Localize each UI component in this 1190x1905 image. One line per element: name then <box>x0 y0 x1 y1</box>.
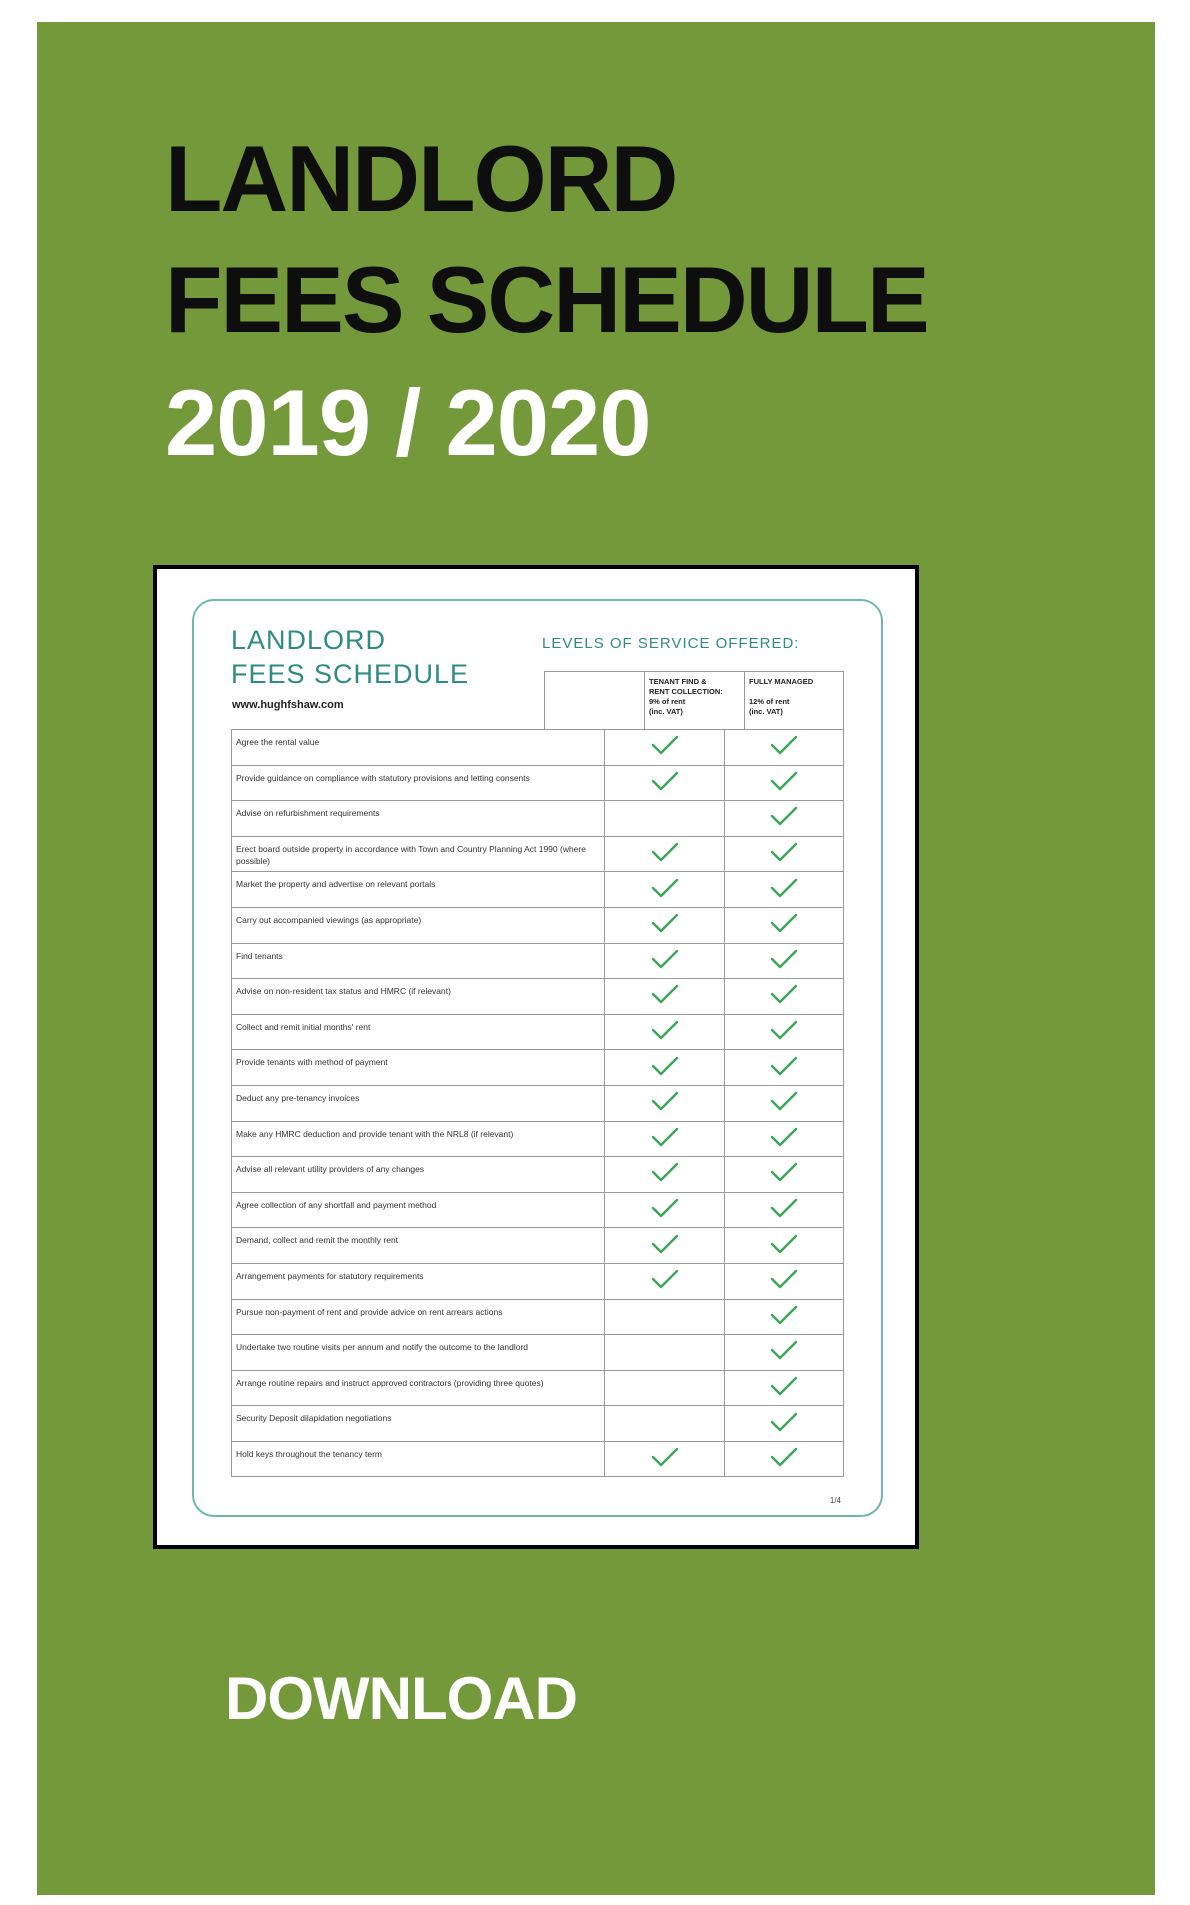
check-icon <box>650 1197 680 1219</box>
check-icon <box>650 877 680 899</box>
service-label: Pursue non-payment of rent and provide advice on rent arrears actions <box>232 1299 605 1335</box>
check-icon <box>769 1161 799 1183</box>
check-icon <box>769 1268 799 1290</box>
service-label: Find tenants <box>232 943 605 979</box>
hero-title-line-2: FEES SCHEDULE <box>165 247 928 352</box>
services-table-body <box>232 730 844 1477</box>
cell-tenant-find <box>605 872 724 908</box>
check-icon <box>650 734 680 756</box>
cell-fully-managed <box>724 1263 843 1299</box>
hero-year: 2019 / 2020 <box>165 370 651 475</box>
service-label: Deduct any pre-tenancy invoices <box>232 1085 605 1121</box>
check-icon <box>769 1375 799 1397</box>
service-label: Arrangement payments for statutory requirements <box>232 1263 605 1299</box>
service-label: Make any HMRC deduction and provide tenant with the NRL8 (if relevant) <box>232 1121 605 1157</box>
cell-tenant-find <box>605 765 724 801</box>
check-icon <box>769 734 799 756</box>
service-label: Provide tenants with method of payment <box>232 1050 605 1086</box>
cell-tenant-find <box>605 1014 724 1050</box>
service-label: Hold keys throughout the tenancy term <box>232 1441 605 1477</box>
service-label: Undertake two routine visits per annum and notify the outcome to the landlord <box>232 1335 605 1371</box>
check-icon <box>769 1411 799 1433</box>
check-icon <box>769 1019 799 1041</box>
document-title-line-2: FEES SCHEDULE <box>231 659 470 689</box>
levels-heading: LEVELS OF SERVICE OFFERED: <box>542 635 800 652</box>
check-icon <box>769 1339 799 1361</box>
service-label: Advise all relevant utility providers of any changes <box>232 1157 605 1193</box>
cell-tenant-find <box>605 1121 724 1157</box>
cell-tenant-find <box>605 1299 724 1335</box>
cell-fully-managed <box>724 907 843 943</box>
table-row <box>232 1050 844 1086</box>
table-row <box>232 979 844 1015</box>
check-icon <box>650 1126 680 1148</box>
cell-fully-managed <box>724 1228 843 1264</box>
cell-fully-managed <box>724 1050 843 1086</box>
table-row <box>232 1085 844 1121</box>
check-icon <box>769 1233 799 1255</box>
check-icon <box>650 1268 680 1290</box>
check-icon <box>650 1090 680 1112</box>
cell-tenant-find <box>605 1441 724 1477</box>
table-row <box>232 943 844 979</box>
column-header-text: (inc. VAT) <box>749 707 783 717</box>
table-row <box>232 801 844 837</box>
check-icon <box>650 1161 680 1183</box>
table-row <box>232 1263 844 1299</box>
service-label: Demand, collect and remit the monthly rent <box>232 1228 605 1264</box>
service-label: Erect board outside property in accordance with Town and Country Planning Act 1990 (where possible) <box>232 836 605 872</box>
cell-tenant-find <box>605 1263 724 1299</box>
check-icon <box>769 841 799 863</box>
service-label: Advise on refurbishment requirements <box>232 801 605 837</box>
table-row <box>232 730 844 766</box>
service-label: Market the property and advertise on relevant portals <box>232 872 605 908</box>
cell-fully-managed <box>724 801 843 837</box>
cell-tenant-find <box>605 1406 724 1442</box>
table-row <box>232 1370 844 1406</box>
header-left-rule <box>544 671 545 729</box>
document-url: www.hughfshaw.com <box>232 699 344 711</box>
check-icon <box>769 1090 799 1112</box>
table-row <box>232 1335 844 1371</box>
cell-tenant-find <box>605 907 724 943</box>
table-row <box>232 1406 844 1442</box>
cell-tenant-find <box>605 943 724 979</box>
service-label: Provide guidance on compliance with statutory provisions and letting consents <box>232 765 605 801</box>
cell-tenant-find <box>605 836 724 872</box>
cell-fully-managed <box>724 1370 843 1406</box>
service-label: Agree the rental value <box>232 730 605 766</box>
cell-tenant-find <box>605 730 724 766</box>
column-header-text: RENT COLLECTION: <box>649 687 723 697</box>
column-header-text: FULLY MANAGED <box>749 677 814 686</box>
column-header-text: TENANT FIND & <box>649 677 707 686</box>
cell-fully-managed <box>724 1014 843 1050</box>
cell-tenant-find <box>605 1192 724 1228</box>
check-icon <box>769 1304 799 1326</box>
cell-fully-managed <box>724 1192 843 1228</box>
cell-fully-managed <box>724 1299 843 1335</box>
check-icon <box>769 912 799 934</box>
column-header-text <box>749 687 843 697</box>
check-icon <box>769 1126 799 1148</box>
cell-fully-managed <box>724 1335 843 1371</box>
service-label: Arrange routine repairs and instruct approved contractors (providing three quotes) <box>232 1370 605 1406</box>
cell-fully-managed <box>724 1441 843 1477</box>
check-icon <box>650 1233 680 1255</box>
document-preview[interactable] <box>153 565 919 1549</box>
column-header-tenant-find <box>644 671 744 729</box>
table-row <box>232 872 844 908</box>
service-label: Security Deposit dilapidation negotiations <box>232 1406 605 1442</box>
cell-tenant-find <box>605 1228 724 1264</box>
table-row <box>232 1014 844 1050</box>
cell-fully-managed <box>724 1157 843 1193</box>
cell-fully-managed <box>724 979 843 1015</box>
check-icon <box>650 1019 680 1041</box>
cell-tenant-find <box>605 979 724 1015</box>
check-icon <box>650 841 680 863</box>
check-icon <box>769 948 799 970</box>
service-label: Agree collection of any shortfall and payment method <box>232 1192 605 1228</box>
table-row <box>232 1157 844 1193</box>
column-header-text: 12% of rent <box>749 697 790 707</box>
cell-tenant-find <box>605 1370 724 1406</box>
cell-fully-managed <box>724 872 843 908</box>
check-icon <box>650 770 680 792</box>
check-icon <box>769 805 799 827</box>
table-row <box>232 836 844 872</box>
check-icon <box>769 1197 799 1219</box>
check-icon <box>650 1055 680 1077</box>
table-row <box>232 1121 844 1157</box>
cell-tenant-find <box>605 1157 724 1193</box>
cell-tenant-find <box>605 1085 724 1121</box>
cell-tenant-find <box>605 1050 724 1086</box>
check-icon <box>769 770 799 792</box>
check-icon <box>769 1055 799 1077</box>
check-icon <box>769 1446 799 1468</box>
cell-fully-managed <box>724 730 843 766</box>
check-icon <box>769 877 799 899</box>
table-row <box>232 765 844 801</box>
cell-fully-managed <box>724 1085 843 1121</box>
check-icon <box>650 948 680 970</box>
table-row <box>232 1299 844 1335</box>
check-icon <box>650 1446 680 1468</box>
table-row <box>232 907 844 943</box>
cell-fully-managed <box>724 765 843 801</box>
cell-fully-managed <box>724 1121 843 1157</box>
hero-title-line-1: LANDLORD <box>165 126 677 231</box>
service-label: Carry out accompanied viewings (as appropriate) <box>232 907 605 943</box>
service-label: Collect and remit initial months' rent <box>232 1014 605 1050</box>
column-header-text: 9% of rent <box>649 697 686 707</box>
table-row <box>232 1192 844 1228</box>
document-title-line-1: LANDLORD <box>231 625 387 655</box>
check-icon <box>769 983 799 1005</box>
check-icon <box>650 983 680 1005</box>
table-row <box>232 1228 844 1264</box>
cell-fully-managed <box>724 943 843 979</box>
table-row <box>232 1441 844 1477</box>
services-table <box>231 729 844 1477</box>
service-label: Advise on non-resident tax status and HMRC (if relevant) <box>232 979 605 1015</box>
check-icon <box>650 912 680 934</box>
column-header-text: (inc. VAT) <box>649 707 683 717</box>
document-page <box>192 599 883 1517</box>
cell-fully-managed <box>724 1406 843 1442</box>
download-button[interactable]: DOWNLOAD <box>225 1665 577 1732</box>
cell-tenant-find <box>605 801 724 837</box>
column-header-fully-managed <box>744 671 844 729</box>
page-number: 1/4 <box>829 1496 841 1505</box>
cell-fully-managed <box>724 836 843 872</box>
cell-tenant-find <box>605 1335 724 1371</box>
